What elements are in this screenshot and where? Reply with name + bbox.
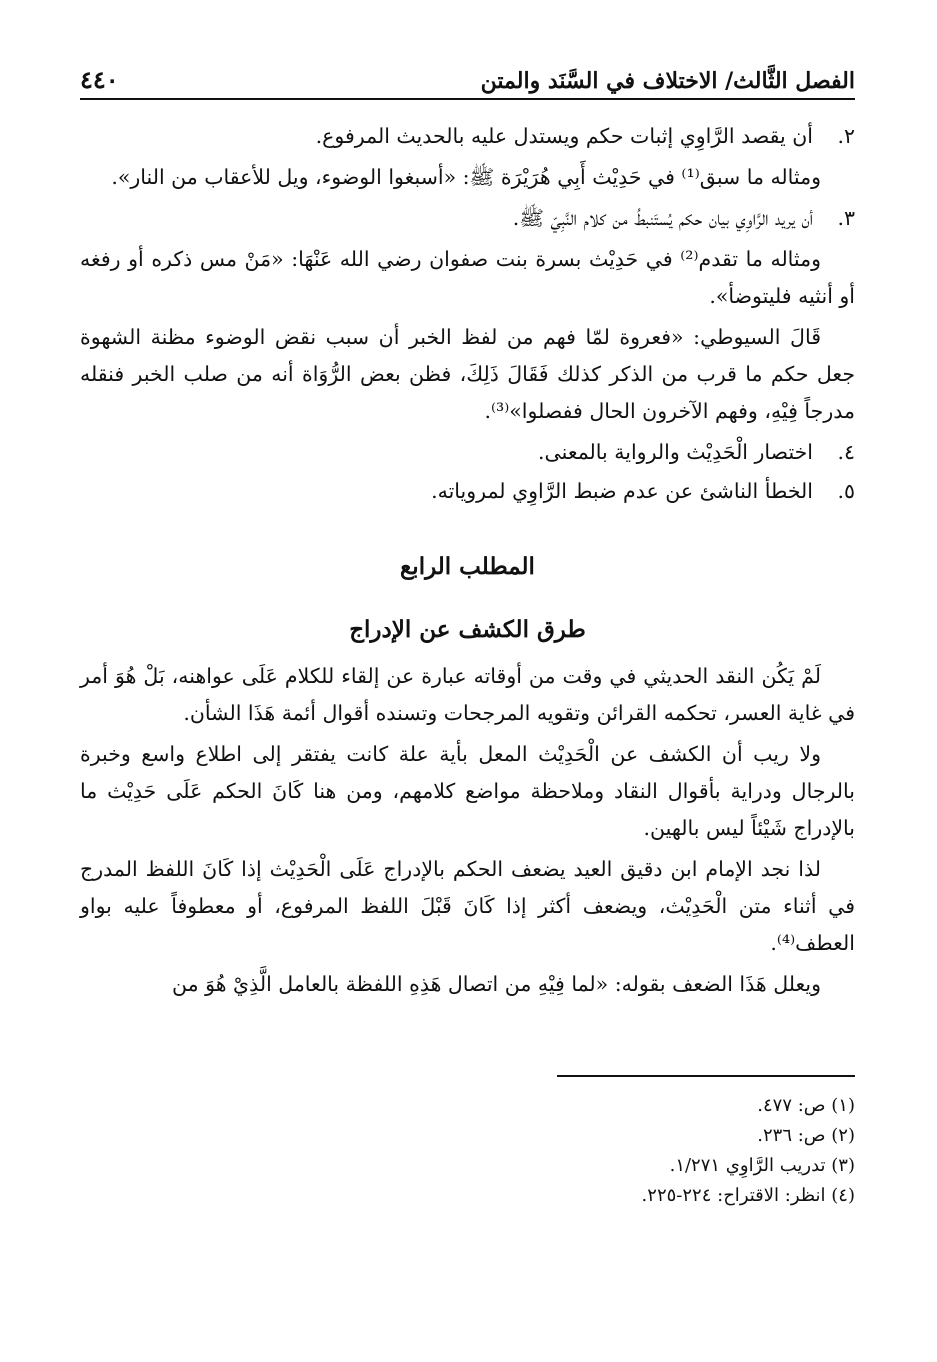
footnotes xyxy=(80,1091,855,1211)
list-item-number: ٥. xyxy=(837,479,855,503)
footnote-3: (٣) تدريب الرَّاوِي ١/٢٧١. xyxy=(669,1155,855,1176)
paragraph-suyuti-quote: قَالَ السيوطي: «فعروة لمّا فهم من لفظ الخبر أن سبب نقض الوضوء مظنة الشهوة جعل حكم ما قرب من الذكر كذلك فَقَالَ ذَلِكَ، فظن بعض الرُّوَاة أنه من صلب الخبر فنقله مدرجاً فِيْهِ، وفهم الآخرون الحال ففصلوا»⁽³⁾. xyxy=(80,325,855,423)
footnote-2: (٢) ص: ٢٣٦. xyxy=(757,1125,855,1146)
page-body xyxy=(80,118,855,1003)
footnote-divider xyxy=(557,1075,855,1077)
paragraph-reasoning: ويعلل هَذَا الضعف بقوله: «لما فِيْهِ من اتصال هَذِهِ اللفظة بالعامل الَّذِيْ هُوَ من xyxy=(172,972,821,996)
paragraph-example-2: ومثاله ما تقدم⁽²⁾ في حَدِيْث بسرة بنت صفوان رضي الله عَنْهَا: «مَنْ مس ذكره أو رفغه أو أنثيه فليتوضأ». xyxy=(80,247,855,308)
list-item-text: أن يريد الرَّاوِي بيان حكم يُستَنبطُ من كلام النَّبِيّ ﷺ. xyxy=(512,206,813,230)
paragraph-criticism: لَمْ يَكُن النقد الحديثي في وقت من أوقاته عبارة عن إلقاء للكلام عَلَى عواهنه، بَلْ هُوَ أمر في غاية العسر، تحكمه القرائن وتقويه المرجحات وتسنده أقوال أئمة هَذَا الشأن. xyxy=(80,664,855,725)
footnote-4: (٤) انظر: الاقتراح: ٢٢٤-٢٢٥. xyxy=(641,1185,855,1206)
running-header xyxy=(80,54,855,100)
list-item-number: ٣. xyxy=(837,206,855,230)
list-item-number: ٢. xyxy=(837,124,855,148)
list-item-text: اختصار الْحَدِيْث والرواية بالمعنى. xyxy=(538,440,813,464)
page-number: ٤٤٠ xyxy=(80,65,119,94)
list-item-text: أن يقصد الرَّاوِي إثبات حكم ويستدل عليه بالحديث المرفوع. xyxy=(315,124,813,148)
footnote-1: (١) ص: ٤٧٧. xyxy=(757,1095,855,1116)
list-item-2 xyxy=(80,118,855,155)
section-heading: المطلب الرابع xyxy=(400,553,535,580)
paragraph-detection: ولا ريب أن الكشف عن الْحَدِيْث المعل بأية علة كانت يفتقر إلى اطلاع واسع وخبرة بالرجال ودراية بأقوال النقاد وملاحظة مواضع كلامهم، ومن هنا كَانَ الحكم عَلَى حَدِيْث ما بالإدراج شَيْئاً ليس بالهين. xyxy=(80,742,855,840)
list-item-4 xyxy=(80,434,855,471)
paragraph-ibn-daqiq: لذا نجد الإمام ابن دقيق العيد يضعف الحكم بالإدراج عَلَى الْحَدِيْث إذا كَانَ اللفظ المدرج في أثناء متن الْحَدِيْث، ويضعف أكثر إذا كَانَ قَبْلَ اللفظ المرفوع، أو معطوفاً عليه بواو العطف⁽⁴⁾. xyxy=(80,857,855,955)
section-title: طرق الكشف عن الإدراج xyxy=(349,616,586,643)
paragraph-example-1: ومثاله ما سبق⁽¹⁾ في حَدِيْث أَبِي هُرَيْرَة ﷺ: «أسبغوا الوضوء، ويل للأعقاب من النار». xyxy=(111,165,821,189)
list-item-text: الخطأ الناشئ عن عدم ضبط الرَّاوِي لمروياته. xyxy=(431,479,813,503)
list-item-5 xyxy=(80,473,855,510)
chapter-title: الفصل الثَّالث/ الاختلاف في السَّنَد والمتن xyxy=(480,68,855,94)
list-item-3 xyxy=(80,200,855,237)
list-item-number: ٤. xyxy=(837,440,855,464)
